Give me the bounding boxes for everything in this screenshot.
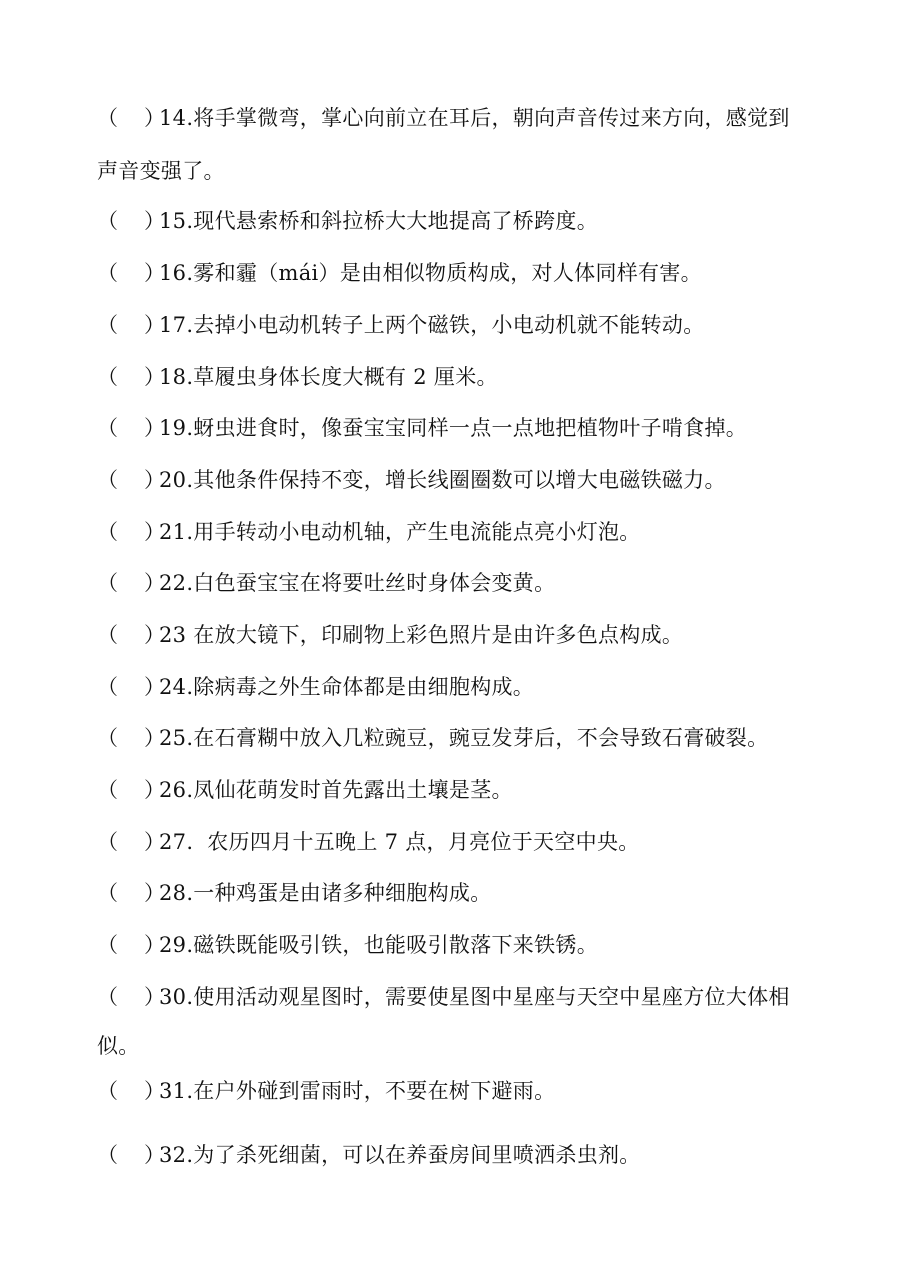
question-text: 25.在石膏糊中放入几粒豌豆，豌豆发芽后，不会导致石膏破裂。 [159,726,769,750]
question-32 [97,1141,857,1169]
answer-blank[interactable]: （ ） [97,571,165,595]
question-26 [97,776,857,804]
question-30-continuation: 似。 [97,1034,140,1058]
answer-blank[interactable]: （ ） [97,520,165,544]
answer-blank[interactable]: （ ） [97,106,165,130]
question-24 [97,673,857,701]
question-28 [97,879,857,907]
answer-blank[interactable]: （ ） [97,830,165,854]
question-18 [97,363,857,391]
question-text: 16.雾和霾（mái）是由相似物质构成，对人体同样有害。 [159,261,702,285]
question-25 [97,724,857,752]
question-text: 24.除病毒之外生命体都是由细胞构成。 [159,675,535,699]
question-31 [97,1077,857,1105]
answer-blank[interactable]: （ ） [97,1079,165,1103]
answer-blank[interactable]: （ ） [97,261,165,285]
question-30 [97,983,857,1011]
question-17 [97,311,857,339]
answer-blank[interactable]: （ ） [97,675,165,699]
question-23 [97,621,857,649]
question-text: 31.在户外碰到雷雨时，不要在树下避雨。 [159,1079,556,1103]
answer-blank[interactable]: （ ） [97,933,165,957]
question-text: 14.将手掌微弯，掌心向前立在耳后，朝向声音传过来方向，感觉到 [159,106,790,130]
question-text: 22.白色蚕宝宝在将要吐丝时身体会变黄。 [159,571,556,595]
answer-blank[interactable]: （ ） [97,623,165,647]
answer-blank[interactable]: （ ） [97,726,165,750]
question-text: 32.为了杀死细菌，可以在养蚕房间里喷洒杀虫剂。 [159,1143,641,1167]
question-text: 17.去掉小电动机转子上两个磁铁，小电动机就不能转动。 [159,313,705,337]
question-text: 26.凤仙花萌发时首先露出土壤是茎。 [159,778,513,802]
question-text: 27. 农历四月十五晚上 7 点，月亮位于天空中央。 [159,830,640,854]
question-text: 23 在放大镜下，印刷物上彩色照片是由许多色点构成。 [159,623,684,647]
question-text: 21.用手转动小电动机轴，产生电流能点亮小灯泡。 [159,520,641,544]
question-text: 29.磁铁既能吸引铁，也能吸引散落下来铁锈。 [159,933,598,957]
answer-blank[interactable]: （ ） [97,209,165,233]
question-19 [97,414,857,442]
answer-blank[interactable]: （ ） [97,416,165,440]
question-text: 20.其他条件保持不变，增长线圈圈数可以增大电磁铁磁力。 [159,468,726,492]
answer-blank[interactable]: （ ） [97,468,165,492]
question-14 [97,104,857,132]
question-text: 19.蚜虫进食时，像蚕宝宝同样一点一点地把植物叶子啃食掉。 [159,416,748,440]
question-22 [97,569,857,597]
question-text: 18.草履虫身体长度大概有 2 厘米。 [159,365,498,389]
question-text: 15.现代悬索桥和斜拉桥大大地提高了桥跨度。 [159,209,598,233]
answer-blank[interactable]: （ ） [97,365,165,389]
question-15 [97,207,857,235]
question-27 [97,828,857,856]
answer-blank[interactable]: （ ） [97,313,165,337]
answer-blank[interactable]: （ ） [97,881,165,905]
answer-blank[interactable]: （ ） [97,985,165,1009]
question-text: 28.一种鸡蛋是由诸多种细胞构成。 [159,881,492,905]
question-29 [97,931,857,959]
question-text: 30.使用活动观星图时，需要使星图中星座与天空中星座方位大体相 [159,985,790,1009]
answer-blank[interactable]: （ ） [97,778,165,802]
answer-blank[interactable]: （ ） [97,1143,165,1167]
question-21 [97,518,857,546]
question-14-continuation: 声音变强了。 [97,159,225,183]
question-20 [97,466,857,494]
question-16 [97,259,857,287]
